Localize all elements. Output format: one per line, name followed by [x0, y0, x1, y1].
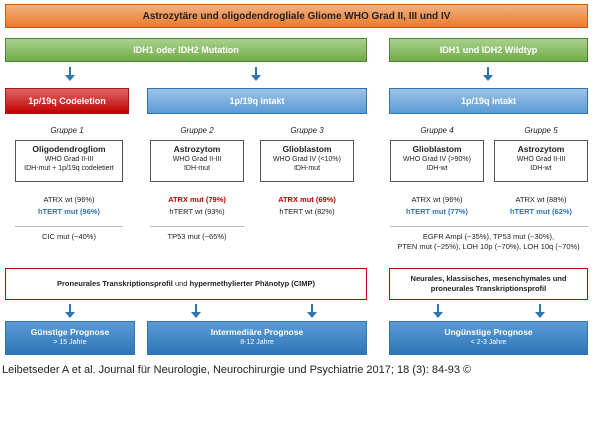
prognosis-favorable [5, 321, 135, 355]
marker-htert: hTERT mut (77%) [405, 207, 469, 216]
entity-box-astrozytom-idh-mut [150, 140, 244, 182]
profile-line: proneurales Transkriptionsprofil [430, 284, 547, 293]
prognosis-duration: 8-12 Jahre [240, 339, 274, 346]
title-text: Astrozytäre und oligodendrogliale Gliome WHO Grad II, III und IV [142, 10, 451, 22]
idh-mutation-label: IDH1 oder IDH2 Mutation [133, 45, 239, 55]
divider-line [150, 226, 244, 227]
prognosis-title: Intermediäre Prognose [210, 327, 304, 337]
group-label: Gruppe 2 [180, 126, 214, 135]
entity-box-glioblastom-idh-wt [390, 140, 484, 182]
marker-atrx: ATRX wt (96%) [43, 195, 95, 204]
prognosis-title: Ungünstige Prognose [444, 327, 533, 337]
profile-part: und [174, 279, 188, 288]
prognosis-intermediate [147, 321, 367, 355]
profile-box-left [5, 268, 367, 300]
entity-detail: WHO Grad II-III [516, 156, 566, 163]
intakt-label-left: 1p/19q intakt [229, 96, 285, 106]
codeletion-bar [5, 88, 129, 114]
citation-text: Leibetseder A et al. Journal für Neurologie, Neurochirurgie und Psychiatrie 2017; 18 (3): 84-93 © [2, 364, 472, 376]
marker-htert: hTERT wt (93%) [169, 207, 225, 216]
marker-atrx: ATRX wt (96%) [411, 195, 463, 204]
marker-htert: hTERT mut (62%) [509, 207, 573, 216]
entity-name: Glioblastom [282, 144, 332, 154]
entity-detail: WHO Grad IV (<10%) [273, 156, 341, 163]
divider-line [15, 226, 123, 227]
prognosis-title: Günstige Prognose [30, 327, 110, 337]
marker-htert: hTERT mut (96%) [37, 207, 101, 216]
extra-mutation-tp53: TP53 mut (~65%) [167, 232, 227, 241]
profile-part: hypermethylierter Phänotyp (CIMP) [189, 279, 316, 288]
entity-detail: IDH-mut + 1p/19q codeletiert [24, 165, 114, 172]
idh-wildtype-label: IDH1 und IDH2 Wildtyp [439, 45, 538, 55]
entity-name: Astrozytom [517, 144, 565, 154]
marker-atrx: ATRX mut (79%) [168, 195, 226, 204]
entity-detail: IDH-wt [530, 165, 552, 172]
entity-box-oligodendrogliom [15, 140, 123, 182]
intakt-bar-left [147, 88, 367, 114]
prognosis-unfavorable [389, 321, 588, 355]
entity-name: Oligodendrogliom [32, 144, 106, 154]
marker-atrx: ATRX wt (88%) [515, 195, 567, 204]
profile-box-right [389, 268, 588, 300]
intakt-label-right: 1p/19q intakt [460, 96, 516, 106]
prognosis-duration: < 2-3 Jahre [470, 339, 507, 346]
title-banner [5, 4, 588, 28]
entity-box-glioblastom-idh-mut [260, 140, 354, 182]
group-label: Gruppe 5 [524, 126, 558, 135]
intakt-bar-right [389, 88, 588, 114]
group-label: Gruppe 4 [420, 126, 454, 135]
profile-part: Proneurales Transkriptionsprofil [56, 279, 173, 288]
idh-wildtype-bar [389, 38, 588, 62]
prognosis-duration: > 15 Jahre [53, 339, 87, 346]
entity-detail: WHO Grad II-III [172, 156, 222, 163]
entity-box-astrozytom-idh-wt [494, 140, 588, 182]
codeletion-label: 1p/19q Codeletion [28, 96, 106, 106]
extra-mutation-cic: CIC mut (~40%) [42, 232, 96, 241]
extra-mutation-line: EGFR Ampl (~35%), TP53 mut (~30%), [422, 232, 555, 241]
group-label: Gruppe 3 [290, 126, 324, 135]
entity-detail: IDH-wt [426, 165, 448, 172]
idh-mutation-bar [5, 38, 367, 62]
entity-name: Glioblastom [412, 144, 462, 154]
profile-text [57, 279, 315, 289]
extra-mutation-line: PTEN mut (~25%), LOH 10p (~70%), LOH 10q (~70%) [397, 242, 580, 251]
entity-detail: IDH-mut [293, 165, 321, 172]
entity-detail: WHO Grad IV (>90%) [403, 156, 471, 163]
entity-detail: IDH-mut [183, 165, 211, 172]
profile-line: Neurales, klassisches, mesenchymales und [410, 274, 567, 283]
marker-htert: hTERT wt (82%) [279, 207, 335, 216]
group-label: Gruppe 1 [50, 126, 84, 135]
marker-atrx: ATRX mut (69%) [278, 195, 336, 204]
entity-name: Astrozytom [173, 144, 221, 154]
divider-line [390, 226, 588, 227]
entity-detail: WHO Grad II-III [44, 156, 94, 163]
